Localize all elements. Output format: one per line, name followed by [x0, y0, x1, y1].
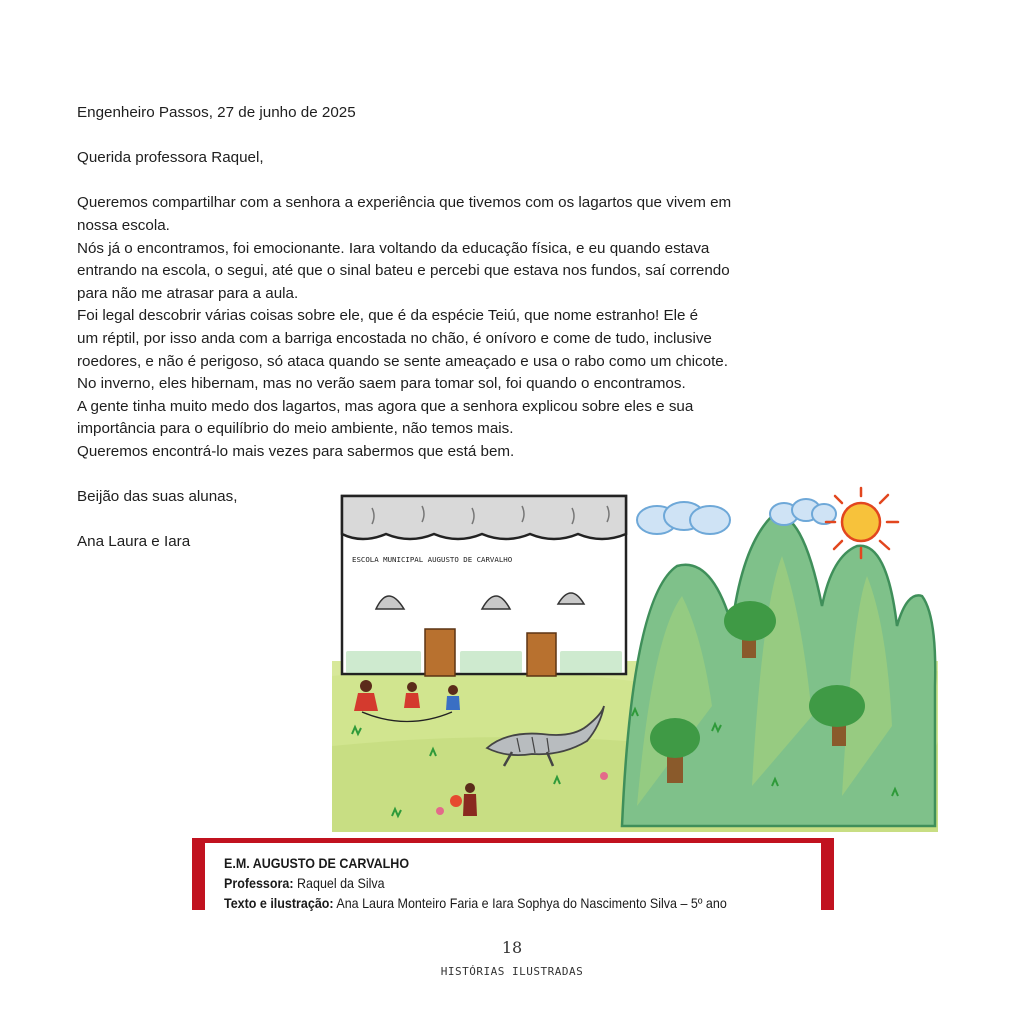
- letter-line: um réptil, por isso anda com a barriga encostada no chão, é onívoro e come de tudo, inclusive: [77, 329, 712, 347]
- letter-line: nossa escola.: [77, 216, 170, 234]
- page-number: 18: [501, 938, 523, 957]
- book-title: HISTÓRIAS ILUSTRADAS: [440, 965, 584, 978]
- credits-authors-label: Texto e ilustração:: [224, 896, 334, 912]
- credits-teacher-label: Professora:: [224, 876, 294, 892]
- credits-school-row: [224, 854, 821, 874]
- letter-greeting: Querida professora Raquel,: [77, 149, 264, 167]
- letter-line: roedores, e não é perigoso, só ataca quando se sente ameaçado e usa o rabo como um chicote.: [77, 352, 728, 370]
- letter-date: Engenheiro Passos, 27 de junho de 2025: [77, 104, 356, 121]
- letter-line: Queremos compartilhar com a senhora a experiência que tivemos com os lagartos que vivem em: [77, 194, 732, 212]
- credits-teacher-row: [224, 874, 821, 894]
- clouds: [637, 499, 836, 534]
- letter-line: Queremos encontrá-lo mais vezes para sabermos que está bem.: [77, 442, 515, 460]
- letter-signature: Ana Laura e Iara: [77, 533, 191, 551]
- credits-authors-row: [224, 894, 821, 914]
- sun: [826, 488, 898, 558]
- letter-closing: Beijão das suas alunas,: [77, 488, 238, 506]
- school-building: [342, 496, 626, 676]
- school-sign-text: ESCOLA MUNICIPAL AUGUSTO DE CARVALHO: [352, 555, 513, 564]
- credits-box: [192, 838, 834, 910]
- letter-line: No inverno, eles hibernam, mas no verão saem para tomar sol, foi quando o encontramos.: [77, 375, 686, 393]
- credits-teacher-name: Raquel da Silva: [296, 876, 385, 892]
- credits-authors-value: Ana Laura Monteiro Faria e Iara Sophya do Nascimento Silva – 5º ano: [336, 896, 727, 912]
- letter-line: importância para o equilíbrio do meio ambiente, não temos mais.: [77, 420, 514, 438]
- letter-line: Foi legal descobrir várias coisas sobre ele, que é da espécie Teiú, que nome estranho! Ele é: [77, 307, 699, 325]
- child-drawing-illustration: [332, 486, 938, 832]
- letter-line: Nós já o encontramos, foi emocionante. Iara voltando da educação física, e eu quando estava: [77, 239, 710, 257]
- letter-line: A gente tinha muito medo dos lagartos, mas agora que a senhora explicou sobre eles e sua: [77, 397, 694, 415]
- letter-line: entrando na escola, o segui, até que o sinal bateu e percebi que estava nos fundos, saí correndo: [77, 262, 730, 280]
- credits-school-name: E.M. AUGUSTO DE CARVALHO: [224, 856, 410, 871]
- letter-line: para não me atrasar para a aula.: [77, 284, 299, 302]
